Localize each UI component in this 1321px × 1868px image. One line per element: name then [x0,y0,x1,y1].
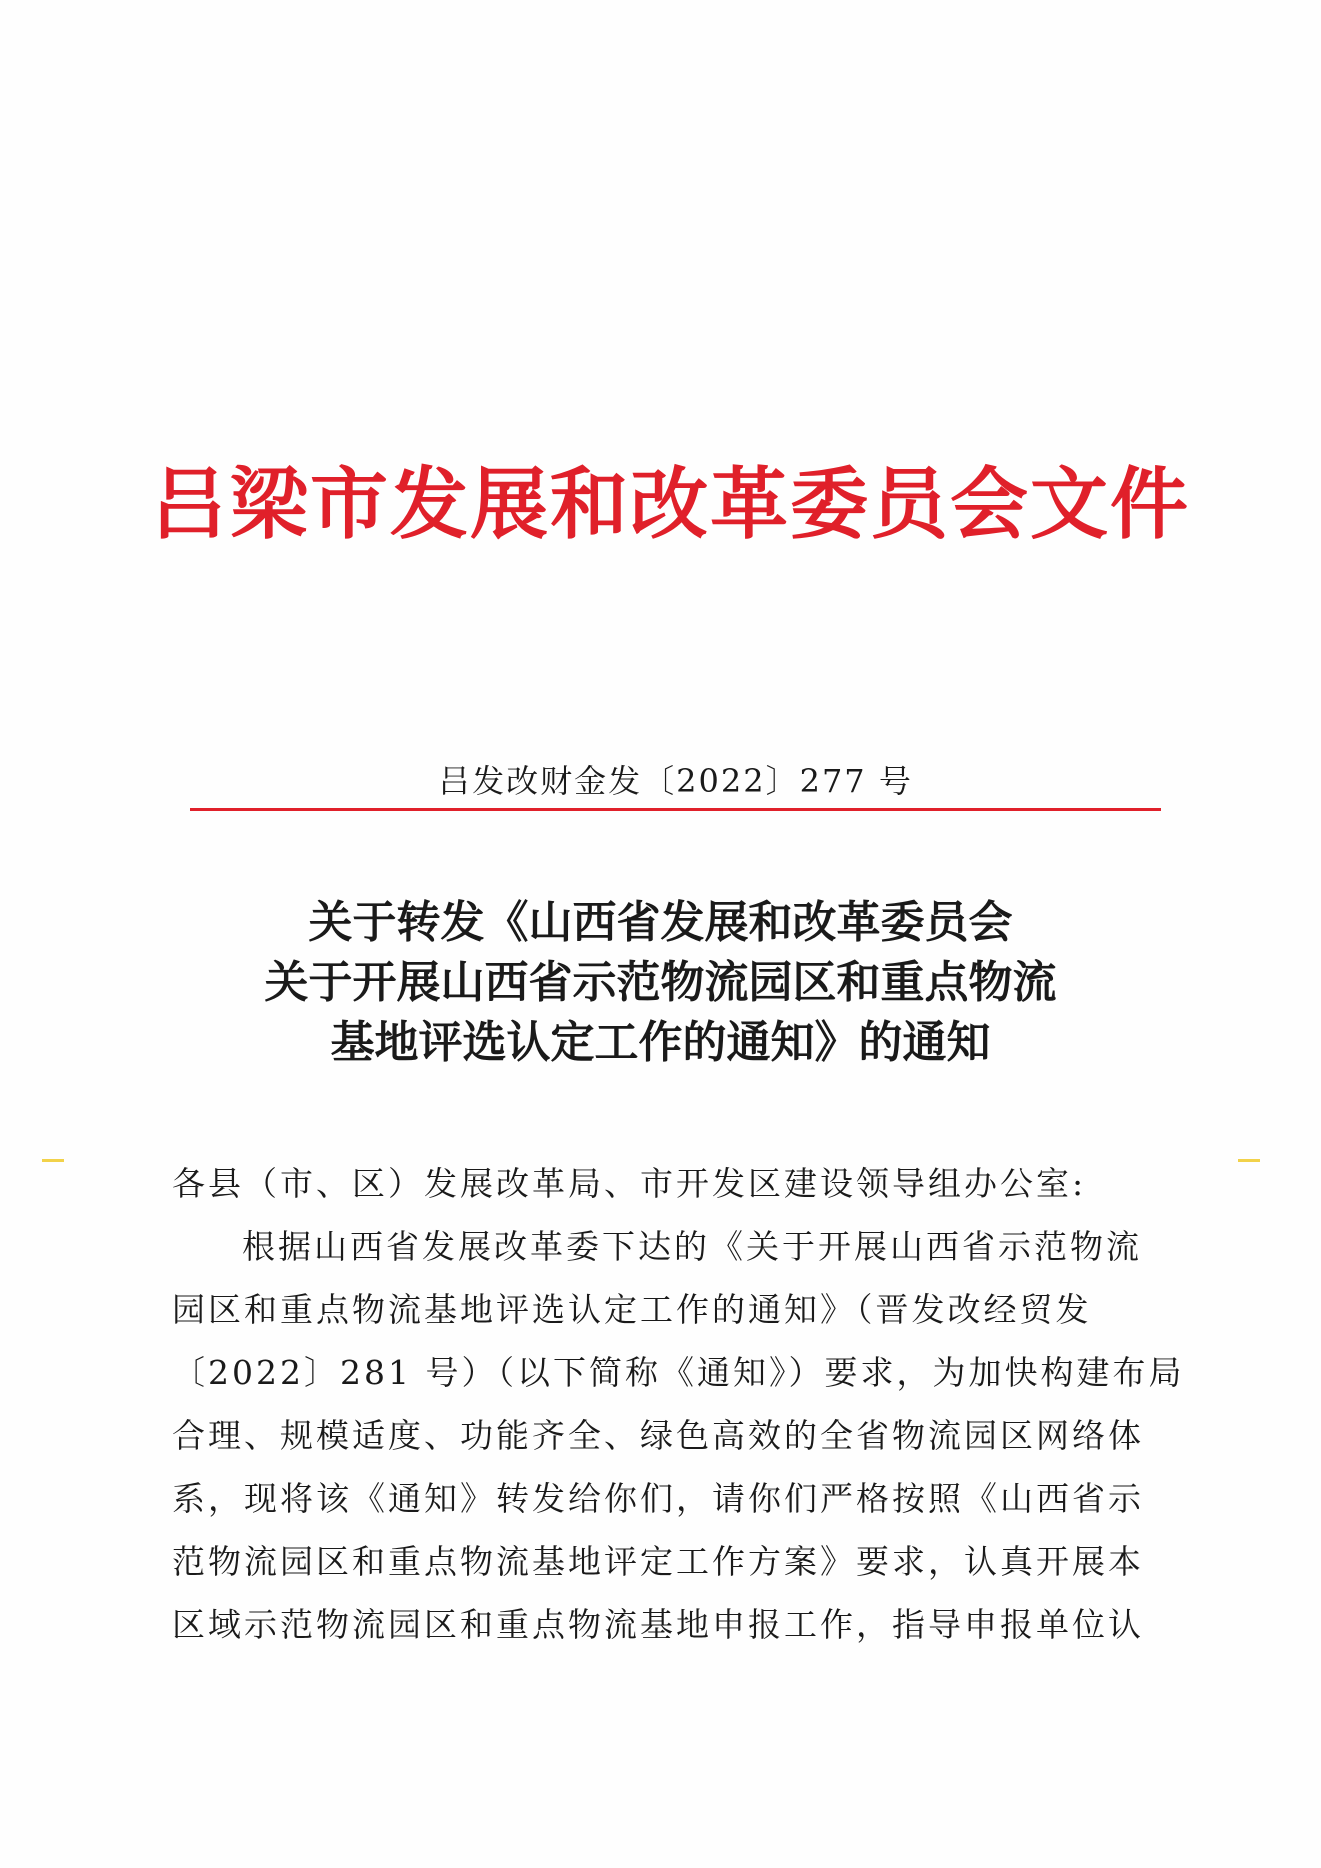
title-line-1: 关于转发《山西省发展和改革委员会 [308,897,1013,948]
paragraph-line: 园区和重点物流基地评选认定工作的通知》（晋发改经贸发 [172,1290,1092,1329]
red-divider-line [190,808,1161,811]
binding-mark-left [42,1159,64,1162]
paragraph-line: 〔2022〕281 号）（以下简称《通知》）要求，为加快构建布局 [172,1353,1185,1392]
paragraph-line: 范物流园区和重点物流基地评定工作方案》要求，认真开展本 [172,1542,1144,1581]
paragraph-line: 合理、规模适度、功能齐全、绿色高效的全省物流园区网络体 [172,1416,1144,1455]
binding-mark-right [1238,1159,1260,1162]
title-line-3: 基地评选认定工作的通知》的通知 [330,1017,991,1068]
paragraph-line: 系，现将该《通知》转发给你们，请你们严格按照《山西省示 [172,1479,1144,1518]
issuer-red-header: 吕梁市发展和改革委员会文件 [150,459,1191,550]
document-number: 吕发改财金发〔2022〕277 号 [438,762,913,800]
document-title [150,893,1171,1073]
paragraph-line: 根据山西省发展改革委下达的《关于开展山西省示范物流 [242,1227,1142,1266]
title-line-2: 关于开展山西省示范物流园区和重点物流 [264,957,1057,1008]
paragraph-line: 区域示范物流园区和重点物流基地申报工作，指导申报单位认 [172,1605,1144,1644]
document-body [172,1152,1185,1656]
salutation: 各县（市、区）发展改革局、市开发区建设领导组办公室: [172,1164,1087,1203]
